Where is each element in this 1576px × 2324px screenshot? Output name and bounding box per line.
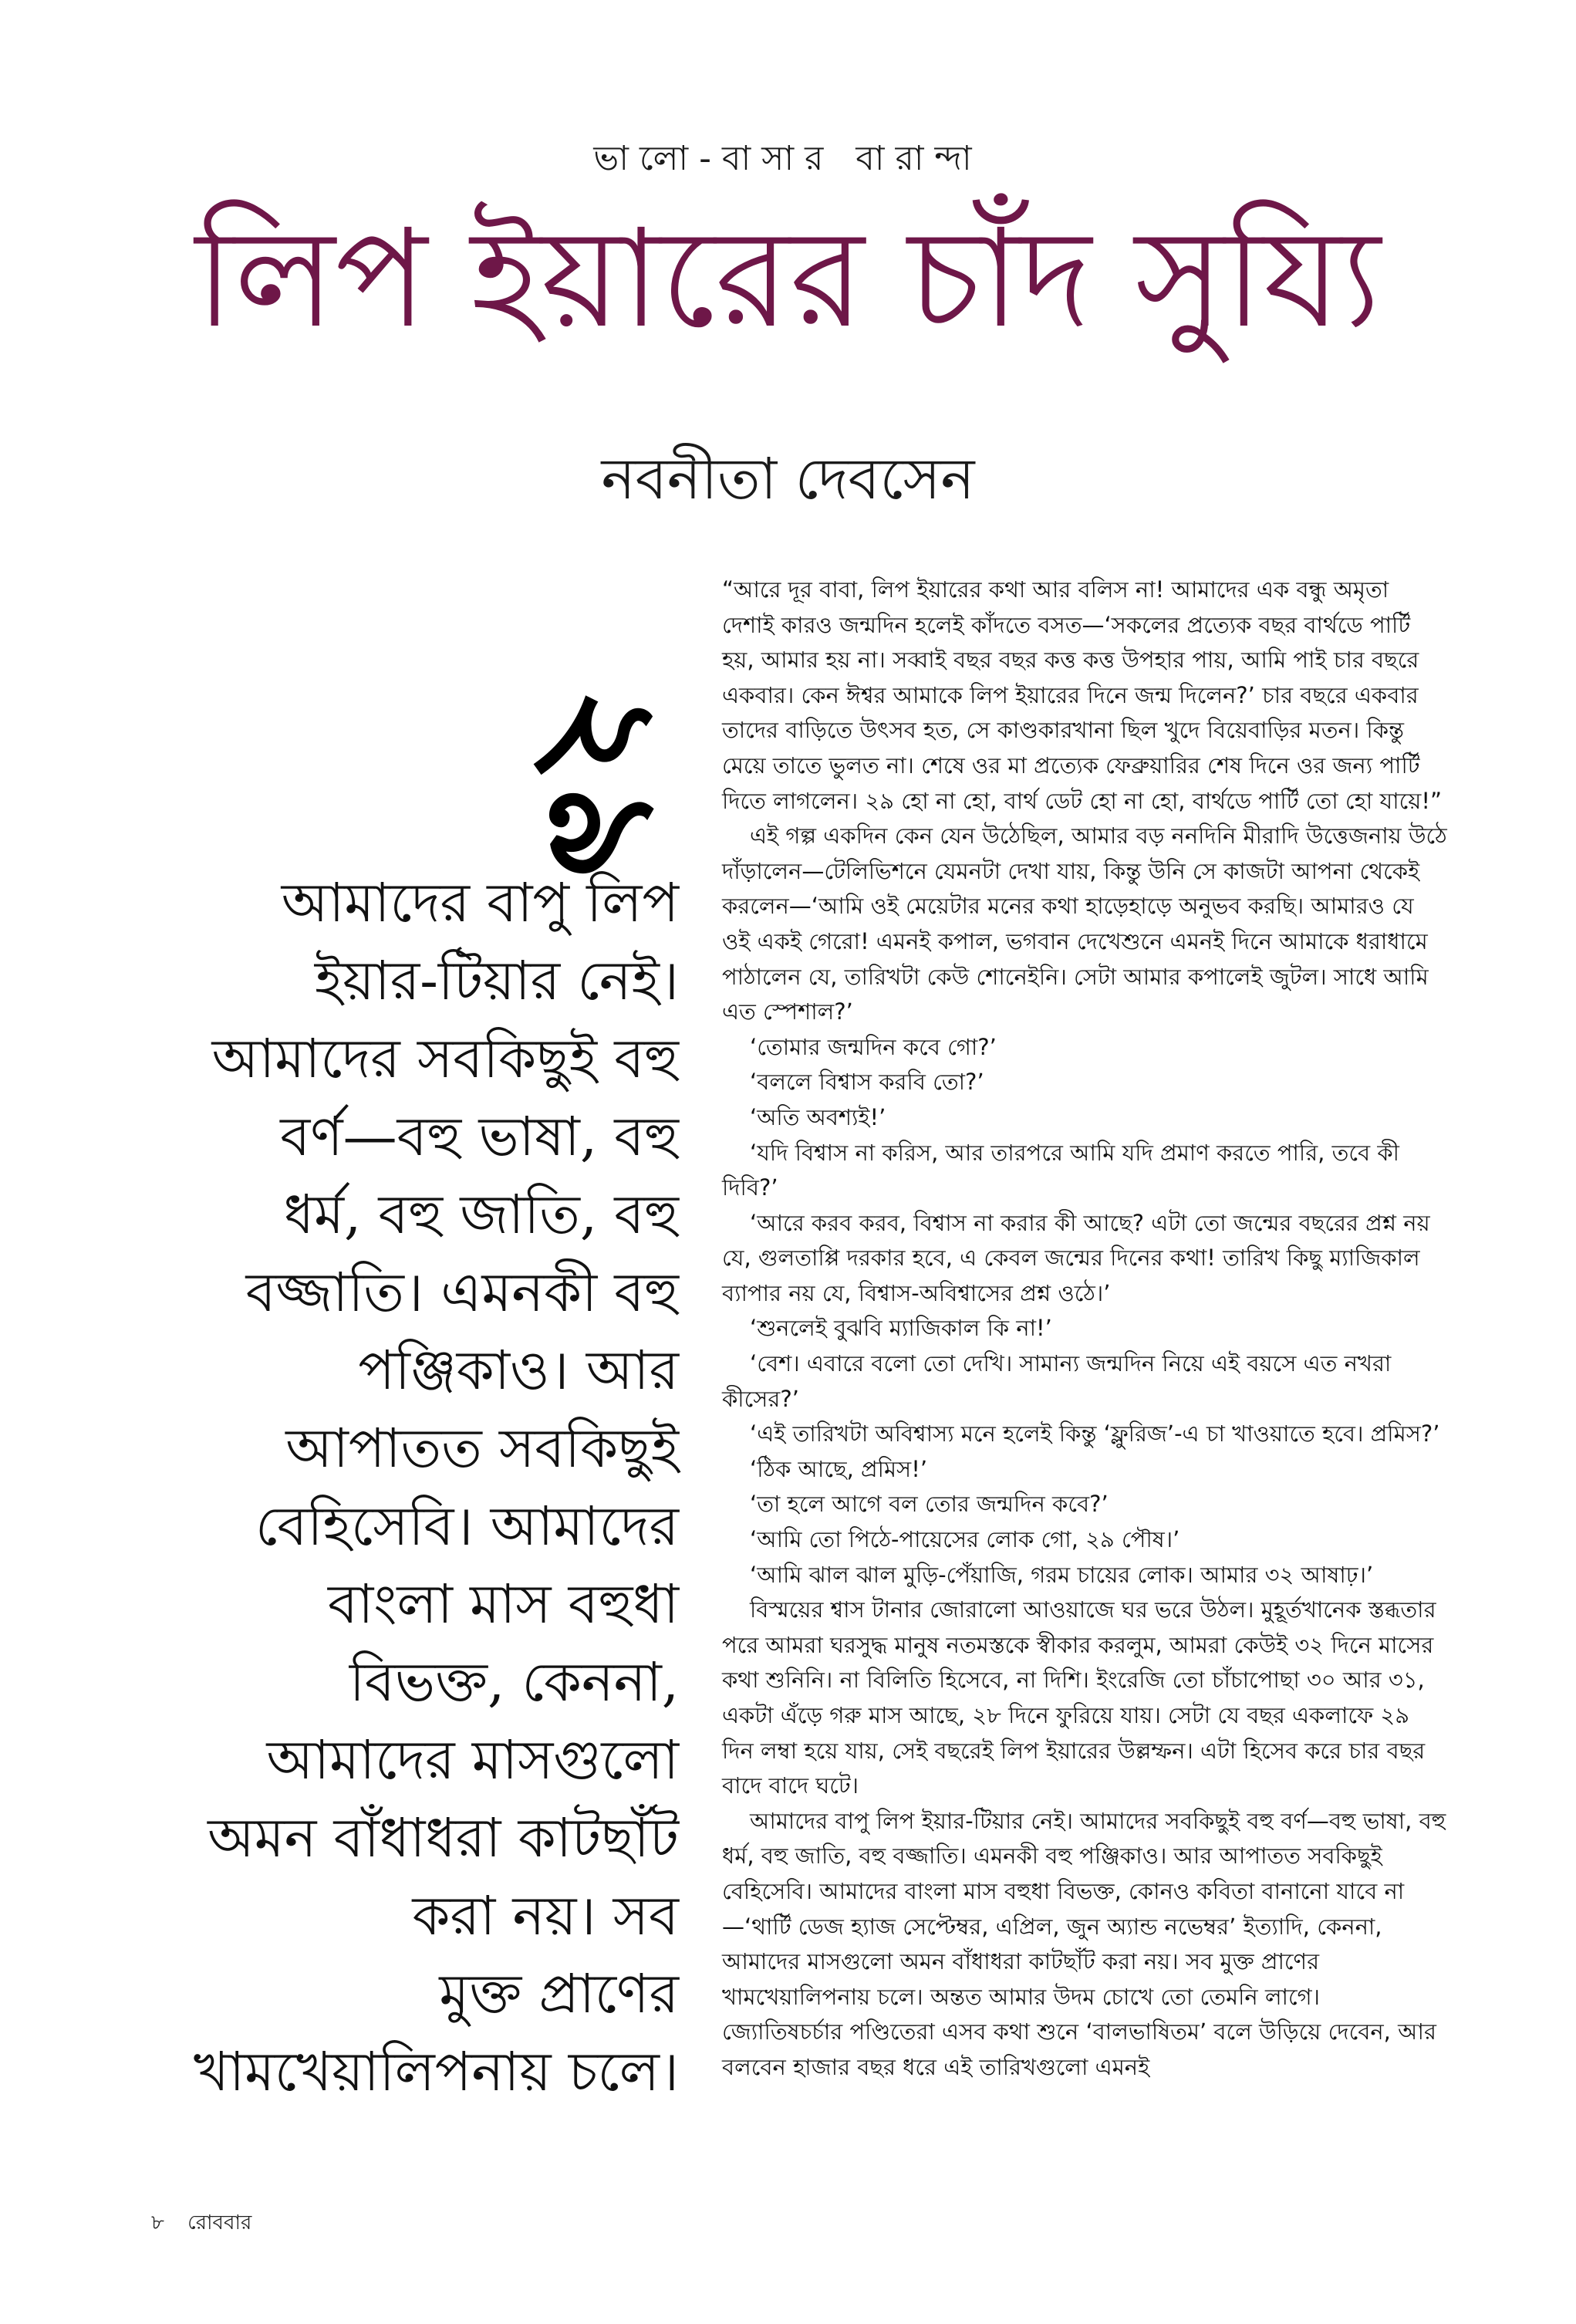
pull-quote-line: করা নয়। সব [412, 1884, 679, 1947]
magazine-name: রোববার [187, 2211, 252, 2234]
pull-quote-line: মুক্ত প্রাণের [439, 1962, 679, 2025]
pull-quote-line: বেহিসেবি। আমাদের [255, 1495, 679, 1558]
article-title: লিপ ইয়ারের চাঁদ সুয্যি [195, 200, 1381, 358]
pull-quote-line: আমাদের বাপু লিপ [281, 871, 679, 934]
body-paragraph: ‘যদি বিশ্বাস না করিস, আর তারপরে আমি যদি প্রমাণ করতে পারি, তবে কী দিবি?’ [722, 1139, 1399, 1201]
body-paragraph: ‘আমি তো পিঠে-পায়েসের লোক গো, ২৯ পৌষ।’ [750, 1526, 1180, 1553]
body-paragraph: ‘এই তারিখটা অবিশ্বাস্য মনে হলেই কিন্তু ‘ফ্লুরিজ’-এ চা খাওয়াতে হবে। প্রমিস?’ [750, 1420, 1440, 1447]
body-paragraph: ‘বললে বিশ্বাস করবি তো?’ [750, 1069, 984, 1096]
pull-quote-line: বর্ণ—বহু ভাষা, বহু [280, 1105, 679, 1168]
body-paragraph: ‘তোমার জন্মদিন কবে গো?’ [750, 1033, 997, 1060]
pull-quote-line: ইয়ার-টিয়ার নেই। [314, 949, 679, 1012]
body-paragraph: “আরে দূর বাবা, লিপ ইয়ারের কথা আর বলিস না! আমাদের এক বন্ধু অমৃতা দেশাই কারও জন্মদিন হলেই কাঁদতে বসত—‘সকলের প্রত্যেক বছর বার্থডে পার্টি হয়, আমার হয় না। সব্বাই বছর বছর কত্ত কত্ত উপহার পায়, আমি পাই চার বছরে একবার। কেন ঈশ্বর আমাকে লিপ ইয়ারের দিনে জন্ম দিলেন?’ চার বছরে একবার তাদের বাড়িতে উৎসব হত, সে কাণ্ডকারখানা ছিল খুদে বিয়েবাড়ির মতন। কিন্তু মেয়ে তাতে ভুলত না। শেষে ওর মা প্রত্যেক ফেব্রুয়ারির শেষ দিনে ওর জন্য পার্টি দিতে লাগলেন। ২৯ হো না হো, বার্থ ডেট হো না হো, বার্থডে পার্টি তো হো যায়ে!” [722, 576, 1442, 814]
section-label: ভালো-বাসার বারান্দা [593, 139, 983, 178]
pull-quote-line: খামখেয়ালিপনায় চলে। [193, 2040, 679, 2103]
pull-quote-line: আপাতত সবকিছুই [285, 1417, 679, 1480]
issue-number: ২৯ [515, 686, 691, 883]
page-number: ৮ [151, 2211, 164, 2234]
pull-quote-line: আমাদের মাসগুলো [266, 1728, 679, 1792]
body-paragraph: ‘তা হলে আগে বল তোর জন্মদিন কবে?’ [750, 1491, 1109, 1518]
pull-quote-line: পঞ্জিকাও। আর [358, 1339, 679, 1402]
body-paragraph: ‘বেশ। এবারে বলো তো দেখি। সামান্য জন্মদিন নিয়ে এই বয়সে এত নখরা কীসের?’ [722, 1350, 1392, 1412]
author-name: নবনীতা দেবসেন [601, 446, 975, 512]
body-paragraph: এই গল্প একদিন কেন যেন উঠেছিল, আমার বড় ননদিনি মীরাদি উত্তেজনায় উঠে দাঁড়ালেন—টেলিভিশনে যেমনটা দেখা যায়, কিন্তু উনি সে কাজটা আপনা থেকেই করলেন—‘আমি ওই মেয়েটার মনের কথা হাড়েহাড়ে অনুভব করছি। আমারও যে ওই একই গেরো! এমনই কপাল, ভগবান দেখেশুনে এমনই দিনে আমাকে ধরাধামে পাঠালেন যে, তারিখটা কেউ শোনেইনি। সেটা আমার কপালেই জুটল। সাধে আমি এত স্পেশাল?’ [722, 823, 1447, 1025]
pull-quote-line: অমন বাঁধাধরা কাটছাঁট [208, 1806, 679, 1870]
pull-quote [147, 864, 679, 2111]
article-body [722, 573, 1447, 2086]
pull-quote-line: বিভক্ত, কেননা, [349, 1650, 679, 1714]
body-paragraph: বিস্ময়ের শ্বাস টানার জোরালো আওয়াজে ঘর ভরে উঠল। মুহূর্তখানেক স্তব্ধতার পরে আমরা ঘরসুদ্ধ মানুষ নতমস্তকে স্বীকার করলুম, আমরা কেউই ৩২ দিনে মাসের কথা শুনিনি। না বিলিতি হিসেবে, না দিশি। ইংরেজি তো চাঁচাপোছা ৩০ আর ৩১, একটা এঁড়ে গরু মাস আছে, ২৮ দিনে ফুরিয়ে যায়। সেটা যে বছর একলাফে ২৯ দিন লম্বা হয়ে যায়, সেই বছরেই লিপ ইয়ারের উল্লম্ফন। এটা হিসেব করে চার বছর বাদে বাদে ঘটে। [722, 1596, 1436, 1799]
body-paragraph: ‘ঠিক আছে, প্রমিস!’ [750, 1455, 928, 1482]
pull-quote-line: বজ্জাতি। এমনকী বহু [245, 1261, 679, 1324]
body-paragraph: ‘অতি অবশ্যই!’ [750, 1103, 886, 1130]
pull-quote-line: ধর্ম, বহু জাতি, বহু [283, 1183, 679, 1246]
body-paragraph: ‘আরে করব করব, বিশ্বাস না করার কী আছে? এটা তো জন্মের বছরের প্রশ্ন নয় যে, গুলতাপ্পি দরকার হবে, এ কেবল জন্মের দিনের কথা! তারিখ কিছু ম্যাজিকাল ব্যাপার নয় যে, বিশ্বাস-অবিশ্বাসের প্রশ্ন ওঠে।’ [722, 1209, 1430, 1306]
pull-quote-line: বাংলা মাস বহুধা [328, 1572, 679, 1636]
pull-quote-line: আমাদের সবকিছুই বহু [211, 1027, 679, 1090]
body-paragraph: আমাদের বাপু লিপ ইয়ার-টিয়ার নেই। আমাদের সবকিছুই বহু বর্ণ—বহু ভাষা, বহু ধর্ম, বহু জাতি, বহু বজ্জাতি। এমনকী বহু পঞ্জিকাও। আর আপাতত সবকিছুই বেহিসেবি। আমাদের বাংলা মাস বহুধা বিভক্ত, কোনও কবিতা বানানো যাবে না—‘থার্টি ডেজ হ্যাজ সেপ্টেম্বর, এপ্রিল, জুন অ্যান্ড নভেম্বর’ ইত্যাদি, কেননা, আমাদের মাসগুলো অমন বাঁধাধরা কাটছাঁট করা নয়। সব মুক্ত প্রাণের খামখেয়ালিপনায় চলে। অন্তত আমার উদম চোখে তো তেমনি লাগে। জ্যোতিষচর্চার পণ্ডিতেরা এসব কথা শুনে ‘বালভাষিতম’ বলে উড়িয়ে দেবেন, আর বলবেন হাজার বছর ধরে এই তারিখগুলো এমনই [722, 1807, 1446, 2080]
page-footer [151, 2207, 268, 2241]
body-paragraph: ‘আমি ঝাল ঝাল মুড়ি-পেঁয়াজি, গরম চায়ের লোক। আমার ৩২ আষাঢ়।’ [750, 1561, 1374, 1588]
body-paragraph: ‘শুনলেই বুঝবি ম্যাজিকাল কি না!’ [750, 1315, 1052, 1342]
